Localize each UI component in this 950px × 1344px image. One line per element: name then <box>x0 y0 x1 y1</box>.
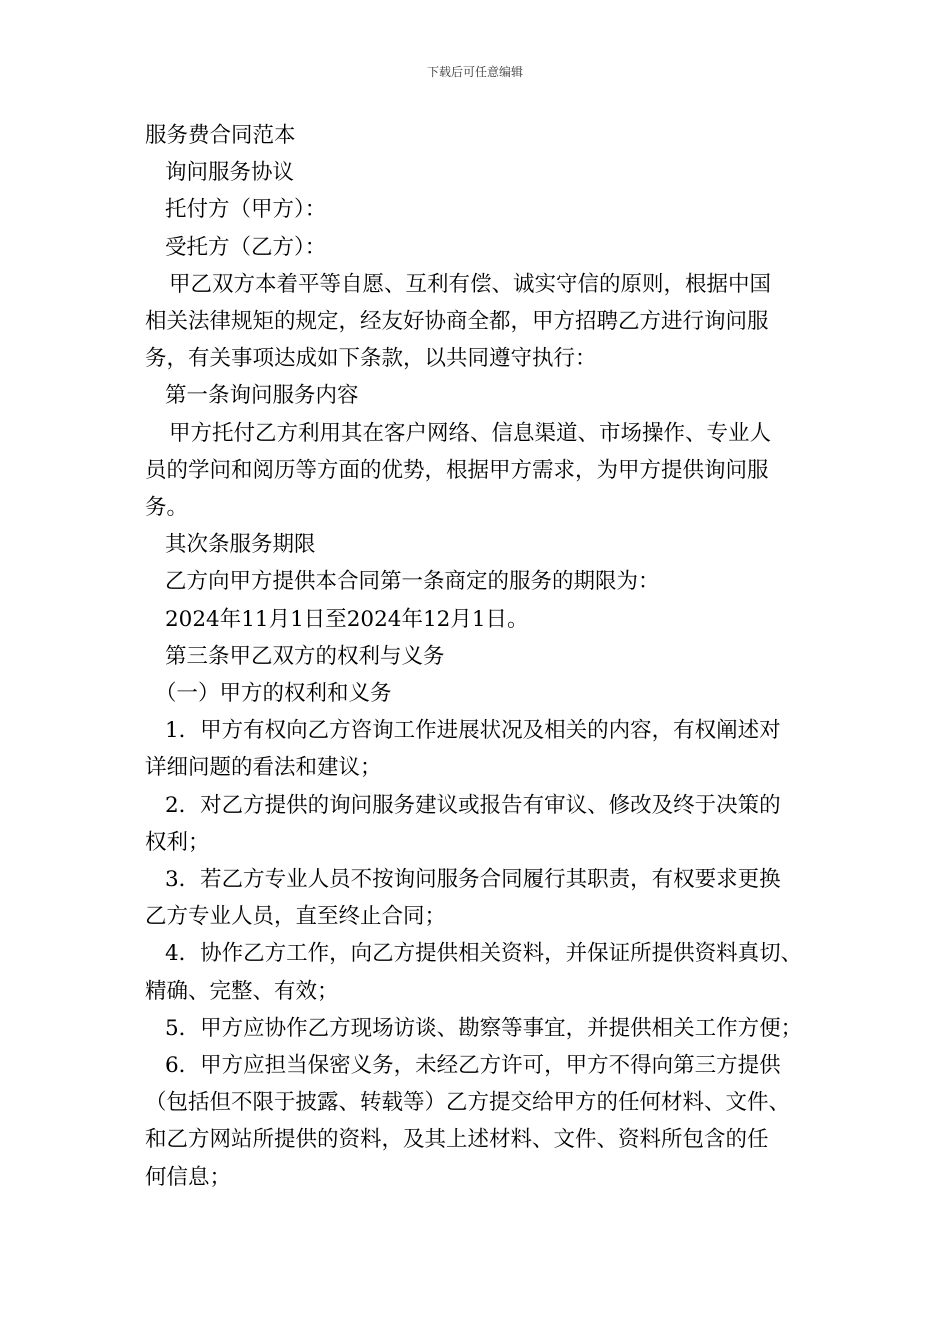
clause-2-cont: 权利； <box>145 829 210 855</box>
clause-4-cont: 精确、完整、有效； <box>145 978 339 1004</box>
article-2-text: 乙方向甲方提供本合同第一条商定的服务的期限为： <box>165 569 660 595</box>
clause-4: 4．协作乙方工作，向乙方提供相关资料，并保证所提供资料真切、 <box>165 941 803 967</box>
clause-3-cont: 乙方专业人员，直至终止合同； <box>145 904 447 930</box>
clause-1: 1．甲方有权向乙方咨询工作进展状况及相关的内容，有权阐述对 <box>165 718 781 744</box>
clause-6-cont: （包括但不限于披露、转载等）乙方提交给甲方的任何材料、文件、 <box>145 1090 791 1116</box>
clause-6-cont: 何信息； <box>145 1164 232 1190</box>
article-1-heading: 第一条询问服务内容 <box>165 383 359 409</box>
preamble-line: 甲乙双方本着平等自愿、互利有偿、诚实守信的原则，根据中国 <box>169 271 772 297</box>
article-2-dates: 2024年11月1日至2024年12月1日。 <box>165 606 529 632</box>
article-2-heading: 其次条服务期限 <box>165 532 316 558</box>
clause-1-cont: 详细问题的看法和建议； <box>145 755 382 781</box>
article-1-text: 员的学问和阅历等方面的优势，根据甲方需求，为甲方提供询问服 <box>145 457 769 483</box>
party-a-line: 托付方（甲方）： <box>165 197 327 223</box>
section-1-heading: （一）甲方的权利和义务 <box>155 681 392 707</box>
clause-6-cont: 和乙方网站所提供的资料，及其上述材料、文件、资料所包含的任 <box>145 1127 769 1153</box>
document-body <box>145 117 813 1196</box>
clause-2: 2．对乙方提供的询问服务建议或报告有审议、修改及终于决策的 <box>165 792 781 818</box>
clause-6: 6．甲方应担当保密义务，未经乙方许可，甲方不得向第三方提供 <box>165 1053 781 1079</box>
preamble-line: 务，有关事项达成如下条款，以共同遵守执行： <box>145 346 597 372</box>
clause-3: 3．若乙方专业人员不按询问服务合同履行其职责，有权要求更换 <box>165 867 781 893</box>
page-header-note: 下载后可任意编辑 <box>426 65 523 79</box>
party-b-line: 受托方（乙方）： <box>165 234 327 260</box>
clause-5: 5．甲方应协作乙方现场访谈、勘察等事宜，并提供相关工作方便； <box>165 1015 803 1041</box>
article-1-text: 甲方托付乙方利用其在客户网络、信息渠道、市场操作、专业人 <box>169 420 772 446</box>
agreement-title: 询问服务协议 <box>165 160 295 186</box>
article-1-text: 务。 <box>145 495 189 521</box>
article-3-heading: 第三条甲乙双方的权利与义务 <box>165 643 445 669</box>
preamble-line: 相关法律规矩的规定，经友好协商全都，甲方招聘乙方进行询问服 <box>145 309 769 335</box>
document-title: 服务费合同范本 <box>145 123 296 148</box>
